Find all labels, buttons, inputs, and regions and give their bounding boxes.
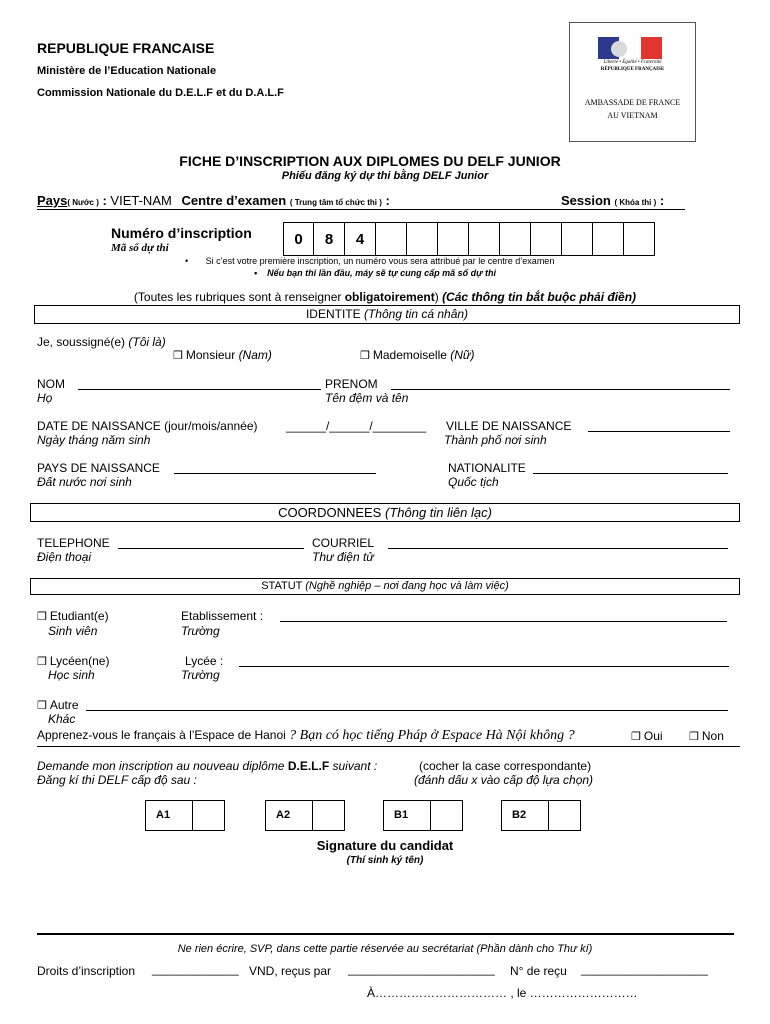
lycee-label: Lycée : xyxy=(185,654,224,668)
commission-line: Commission Nationale du D.E.L.F et du D.A.L.F xyxy=(37,87,284,99)
statut-header: STATUT (Nghề nghiệp – nơi đang học và làm việc) xyxy=(30,578,740,595)
embassy-line1: AMBASSADE DE FRANCE xyxy=(584,98,681,107)
level-b2[interactable]: B2 xyxy=(501,800,581,831)
nationalite-label: NATIONALITE xyxy=(448,461,526,475)
demande-line2-note: (đánh dấu x vào cấp độ lựa chọn) xyxy=(414,773,594,787)
nationalite-field[interactable] xyxy=(533,473,728,474)
courriel-label-vn: Thư điện tử xyxy=(312,550,374,564)
numero-digit-box[interactable]: 4 xyxy=(345,222,376,256)
identite-header: IDENTITE (Thông tin cá nhân) xyxy=(34,305,740,324)
note2: • Nếu bạn thi lần đầu, máy sẽ tự cung cấp mã số dự thi xyxy=(254,268,497,278)
nom-label-vn: Họ xyxy=(37,391,53,405)
date-label: DATE DE NAISSANCE (jour/mois/année) xyxy=(37,419,258,433)
autre-option[interactable]: ❒ Autre xyxy=(37,698,79,712)
lyceen-option[interactable]: ❒ Lycéen(ne) xyxy=(37,654,110,668)
courriel-field[interactable] xyxy=(388,548,728,549)
numero-digit-box[interactable] xyxy=(593,222,624,256)
mademoiselle-option[interactable]: ❒ Mademoiselle (Nữ) xyxy=(360,348,475,362)
etablissement-field[interactable] xyxy=(280,621,727,622)
logo-motto: Liberté • Égalité • Fraternité xyxy=(603,60,662,65)
etablissement-label: Etablissement : xyxy=(181,609,264,623)
autre-checkbox[interactable]: ❒ xyxy=(37,700,47,712)
place-date-line[interactable]: À…………………………… , le ……………………… xyxy=(367,986,638,1000)
pays-value: VIET-NAM xyxy=(110,193,172,208)
monsieur-option[interactable]: ❒ Monsieur (Nam) xyxy=(173,348,272,362)
pays-line: Pays( Nước ) : VIET-NAM Centre d’examen ( Trung tâm tổ chức thi ) : xyxy=(37,193,390,208)
ministry-line: Ministère de l’Education Nationale xyxy=(37,65,217,77)
pays-naissance-label-vn: Đất nước nơi sinh xyxy=(37,475,132,489)
numero-digit-box[interactable] xyxy=(531,222,562,256)
pays-underline xyxy=(37,209,685,210)
level-b1[interactable]: B1 xyxy=(383,800,463,831)
courriel-label: COURRIEL xyxy=(312,536,375,550)
form-title: FICHE D’INSCRIPTION AUX DIPLOMES DU DELF JUNIOR xyxy=(179,153,561,169)
autre-label-vn: Khác xyxy=(48,712,76,726)
centre-label: Centre d’examen xyxy=(181,193,287,208)
secretariat-divider xyxy=(37,933,734,935)
marianne-logo xyxy=(598,37,662,59)
level-b2-checkbox[interactable] xyxy=(548,801,582,830)
prenom-label-vn: Tên đệm và tên xyxy=(325,391,409,405)
signature-area[interactable] xyxy=(150,870,620,925)
telephone-label: TELEPHONE xyxy=(37,536,110,550)
ville-field[interactable] xyxy=(588,431,730,432)
je-soussigne: Je, soussigné(e) (Tôi là) xyxy=(37,335,166,349)
numero-label-vn: Mã số dự thi xyxy=(111,242,169,254)
ville-label-vn: Thành phố nơi sinh xyxy=(444,433,547,447)
numero-digit-box[interactable] xyxy=(624,222,655,256)
recus-par-label: VND, reçus par xyxy=(249,964,332,978)
droits-label: Droits d’inscription xyxy=(37,964,136,978)
republic-heading: REPUBLIQUE FRANCAISE xyxy=(37,40,215,56)
rubriques-note: (Toutes les rubriques sont à renseigner obligatoirement) (Các thông tin bắt buộc phải điền) xyxy=(133,290,637,304)
level-a2[interactable]: A2 xyxy=(265,800,345,831)
pays-naissance-field[interactable] xyxy=(174,473,376,474)
lyceen-checkbox[interactable]: ❒ xyxy=(37,656,47,668)
statut-divider xyxy=(37,746,740,747)
numero-digit-box[interactable] xyxy=(469,222,500,256)
note1: • Si c’est votre première inscription, un numéro vous sera attribué par le centre d’examen xyxy=(185,256,555,266)
telephone-label-vn: Điện thoại xyxy=(37,550,92,564)
secretariat-note: Ne rien écrire, SVP, dans cette partie réservée au secrétariat (Phần dành cho Thư kí) xyxy=(177,943,593,955)
nationalite-label-vn: Quốc tịch xyxy=(448,475,499,489)
date-label-vn: Ngày tháng năm sinh xyxy=(37,433,151,447)
recu-field[interactable]: ___________________ xyxy=(581,962,708,976)
autre-field[interactable] xyxy=(86,710,728,711)
lycee-label-vn: Trường xyxy=(181,668,220,682)
demande-line1-note: (cocher la case correspondante) xyxy=(419,759,592,773)
embassy-line2: AU VIETNAM xyxy=(607,111,658,120)
session-label: Session xyxy=(561,193,611,208)
demande-line2: Đăng kí thi DELF cấp độ sau : xyxy=(37,773,197,787)
numero-digit-box[interactable]: 0 xyxy=(283,222,314,256)
level-a2-checkbox[interactable] xyxy=(312,801,346,830)
droits-field[interactable]: _____________ xyxy=(152,962,239,976)
nom-label: NOM xyxy=(37,377,65,391)
date-field[interactable]: ______/______/________ xyxy=(286,419,427,433)
numero-digit-box[interactable]: 8 xyxy=(314,222,345,256)
numero-digit-box[interactable] xyxy=(500,222,531,256)
pays-label: Pays xyxy=(37,193,68,208)
level-a1-checkbox[interactable] xyxy=(192,801,226,830)
numero-digit-box[interactable] xyxy=(562,222,593,256)
oui-option[interactable]: ❒ Oui xyxy=(631,729,663,743)
monsieur-checkbox[interactable]: ❒ xyxy=(173,350,183,362)
demande-line1: Demande mon inscription au nouveau diplôme D.E.L.F suivant : xyxy=(37,759,378,773)
recus-par-field[interactable]: ______________________ xyxy=(348,962,495,976)
numero-digit-box[interactable] xyxy=(376,222,407,256)
numero-digit-box[interactable] xyxy=(438,222,469,256)
numero-digit-box[interactable] xyxy=(407,222,438,256)
numero-label: Numéro d’inscription xyxy=(111,225,252,241)
telephone-field[interactable] xyxy=(118,548,304,549)
etudiant-option[interactable]: ❒ Etudiant(e) xyxy=(37,609,109,623)
ville-label: VILLE DE NAISSANCE xyxy=(446,419,572,433)
level-a1[interactable]: A1 xyxy=(145,800,225,831)
non-option[interactable]: ❒ Non xyxy=(689,729,724,743)
pays-naissance-label: PAYS DE NAISSANCE xyxy=(37,461,160,475)
logo-republic: RÉPUBLIQUE FRANÇAISE xyxy=(600,67,665,72)
signature-label: Signature du candidat xyxy=(316,838,454,853)
espace-question: Apprenez-vous le français à l’Espace de Hanoi ? Bạn có học tiếng Pháp ở Espace Hà Nội không ? xyxy=(37,728,575,743)
oui-checkbox[interactable]: ❒ xyxy=(631,731,641,743)
level-b1-checkbox[interactable] xyxy=(430,801,464,830)
lyceen-label-vn: Học sinh xyxy=(48,668,95,682)
coordonnees-header: COORDONNEES (Thông tin liên lạc) xyxy=(30,503,740,522)
etudiant-label-vn: Sinh viên xyxy=(48,624,98,638)
etablissement-label-vn: Trường xyxy=(181,624,220,638)
signature-label-vn: (Thí sinh ký tên) xyxy=(346,855,424,866)
lycee-field[interactable] xyxy=(239,666,729,667)
nom-field[interactable] xyxy=(78,389,321,390)
prenom-label: PRENOM xyxy=(325,377,378,391)
embassy-logo-box xyxy=(569,22,696,142)
session-field: Session ( Khóa thi ) : xyxy=(561,193,665,208)
recu-label: N° de reçu xyxy=(510,964,567,978)
non-checkbox[interactable]: ❒ xyxy=(689,731,699,743)
etudiant-checkbox[interactable]: ❒ xyxy=(37,611,47,623)
mademoiselle-checkbox[interactable]: ❒ xyxy=(360,350,370,362)
prenom-field[interactable] xyxy=(391,389,730,390)
form-subtitle: Phiếu đăng ký dự thi bằng DELF Junior xyxy=(281,170,489,182)
